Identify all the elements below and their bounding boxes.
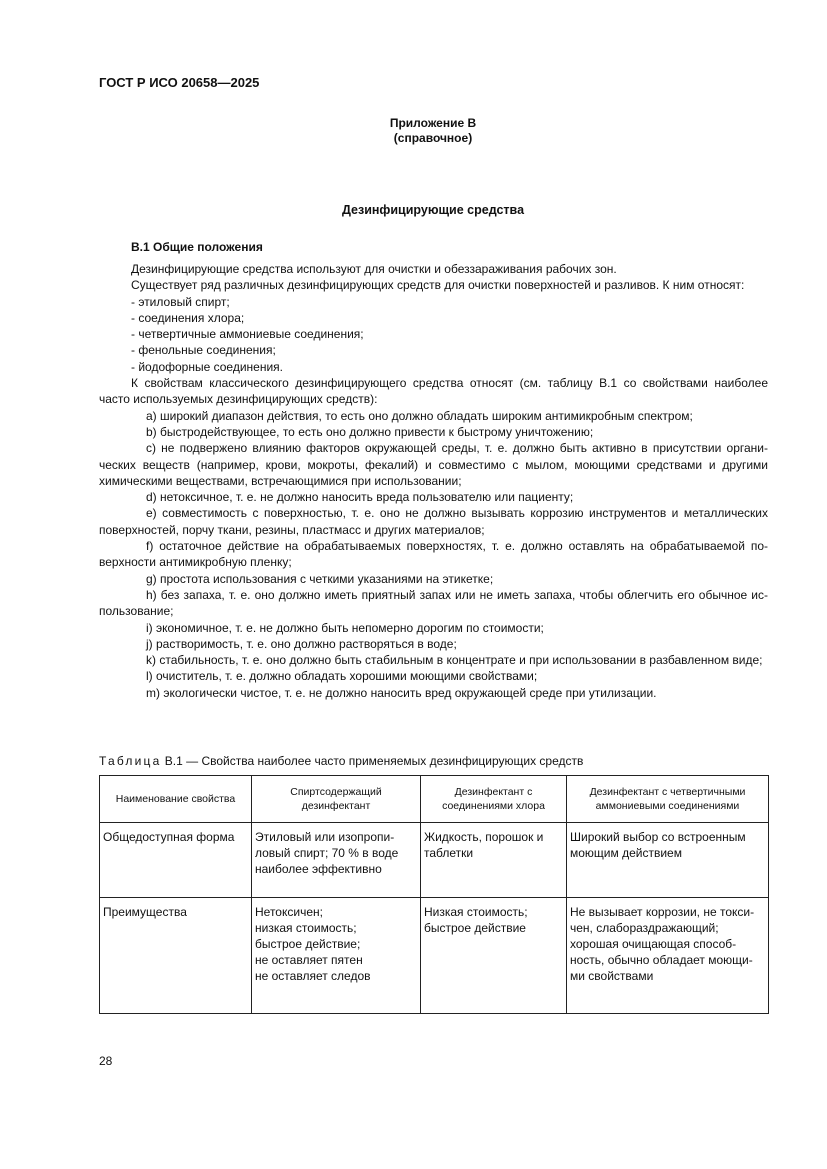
table-cell: Широкий выбор со встроенным моющим действием bbox=[567, 823, 769, 898]
appendix-heading bbox=[0, 116, 827, 146]
text-line: ческих веществ (например, крови, мокроты, фекалий) и совместимо с мылом, моющими средствами и другими bbox=[99, 457, 768, 472]
list-item: d) нетоксичное, т. е. не должно наносить вреда пользователю или пациенту; bbox=[146, 490, 574, 505]
list-item: - соединения хлора; bbox=[131, 310, 245, 325]
list-item: b) быстродействующее, то есть оно должно привести к быстрому уничтожению; bbox=[146, 424, 594, 439]
appendix-note: (справочное) bbox=[393, 131, 473, 145]
text-line: Существует ряд различных дезинфицирующих средств для очистки поверхностей и разливов. К ним относят: bbox=[131, 278, 745, 293]
page-title: Дезинфицирующие средства bbox=[341, 203, 525, 217]
list-item: a) широкий диапазон действия, то есть оно должно обладать широким антимикробным спектром; bbox=[146, 408, 693, 423]
list-item: f) остаточное действие на обрабатываемых поверхностях, т. е. должно оставлять на обрабатываемой по- bbox=[146, 539, 768, 554]
table-cell: Этиловый или изопропи- ловый спирт; 70 % в воде наиболее эффективно bbox=[252, 823, 421, 898]
list-item: - этиловый спирт; bbox=[131, 294, 230, 309]
text-line: верхности антимикробную пленку; bbox=[99, 555, 292, 570]
properties-table bbox=[99, 775, 769, 1014]
text-line: Дезинфицирующие средства используют для очистки и обеззараживания рабочих зон. bbox=[131, 262, 617, 276]
list-item: c) не подвержено влиянию факторов окружающей среды, т. е. должно быть активно в присутствии органи- bbox=[146, 441, 768, 456]
column-header: Наименование свойства bbox=[100, 776, 252, 823]
table-row bbox=[100, 898, 769, 1014]
list-item: - четвертичные аммониевые соединения; bbox=[131, 327, 364, 342]
table-cell: Преимущества bbox=[100, 898, 252, 1014]
list-item: e) совместимость с поверхностью, т. е. оно не должно вызывать коррозию инструментов и металлических bbox=[146, 506, 768, 521]
list-item: i) экономичное, т. е. не должно быть непомерно дорогим по стоимости; bbox=[146, 620, 544, 635]
list-item: j) растворимость, т. е. оно должно растворяться в воде; bbox=[146, 636, 457, 651]
section-heading: В.1 Общие положения bbox=[131, 240, 263, 254]
column-header: Спиртсодержащий дезинфектант bbox=[252, 776, 421, 823]
page-number: 28 bbox=[99, 1054, 113, 1068]
caption-label: Таблица bbox=[99, 754, 162, 768]
table-cell: Жидкость, порошок и таблетки bbox=[421, 823, 567, 898]
standard-header: ГОСТ Р ИСО 20658—2025 bbox=[99, 75, 260, 90]
table-cell: Низкая стоимость; быстрое действие bbox=[421, 898, 567, 1014]
text-line: часто используемых дезинфицирующих средств): bbox=[99, 392, 378, 407]
table-row bbox=[100, 823, 769, 898]
table-header-row bbox=[100, 776, 769, 823]
caption-text: В.1 — Свойства наиболее часто применяемых дезинфицирующих средств bbox=[164, 754, 584, 768]
list-item: h) без запаха, т. е. оно должно иметь приятный запах или не иметь запаха, чтобы облегчить его обычное ис- bbox=[146, 587, 768, 602]
table-cell: Нетоксичен; низкая стоимость; быстрое действие; не оставляет пятен не оставляет следов bbox=[252, 898, 421, 1014]
table-cell: Общедоступная форма bbox=[100, 823, 252, 898]
list-item: m) экологически чистое, т. е. не должно наносить вред окружающей среде при утилизации. bbox=[146, 685, 657, 700]
column-header: Дезинфектант с четвертичными аммониевыми соединениями bbox=[567, 776, 769, 823]
text-line: пользование; bbox=[99, 604, 174, 619]
list-item: g) простота использования с четкими указаниями на этикетке; bbox=[146, 571, 494, 586]
text-line: поверхностей, порчу ткани, резины, пластмасс и других материалов; bbox=[99, 522, 485, 537]
text-line: К свойствам классического дезинфицирующего средства относят (см. таблицу В.1 со свойствами наиболее bbox=[131, 376, 768, 391]
list-item: k) стабильность, т. е. оно должно быть стабильным в концентрате и при использовании в разбавленном виде; bbox=[146, 653, 763, 668]
column-header: Дезинфектант с соединениями хлора bbox=[421, 776, 567, 823]
list-item: l) очиститель, т. е. должно обладать хорошими моющими свойствами; bbox=[146, 669, 538, 684]
body-text bbox=[99, 261, 768, 701]
list-item: - йодофорные соединения. bbox=[131, 359, 283, 374]
text-line: химическими веществами, встречающимися при использовании; bbox=[99, 473, 462, 488]
list-item: - фенольные соединения; bbox=[131, 343, 276, 358]
table-caption bbox=[99, 754, 583, 768]
table-cell: Не вызывает коррозии, не токси- чен, слабораздражающий; хорошая очищающая способ- ность, обычно обладает моющи- ми свойствами bbox=[567, 898, 769, 1014]
appendix-title: Приложение В bbox=[389, 116, 477, 130]
